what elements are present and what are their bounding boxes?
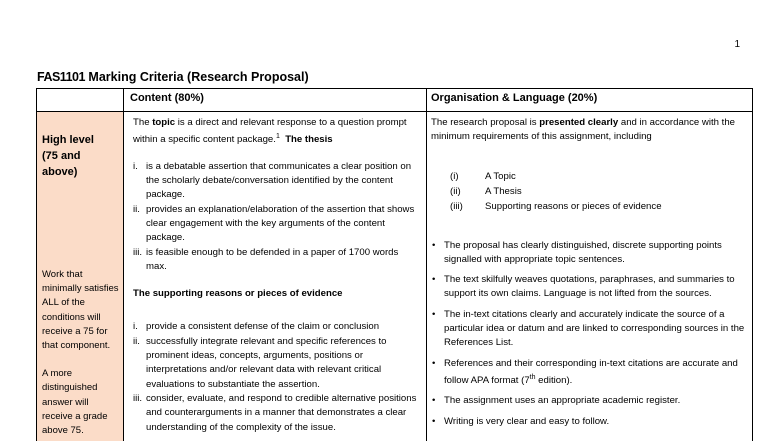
level-column <box>37 112 123 441</box>
course-code: FAS1101 <box>37 70 85 84</box>
list-item: • References and their corresponding in-text citations are accurate and follow APA format (7th edition). <box>431 357 746 389</box>
organisation-intro: The research proposal is presented clearly and in accordance with the minimum requirements of this assignment, including <box>431 117 735 143</box>
list-item: iii. is feasible enough to be defended in a paper of 1700 words max. <box>133 246 399 272</box>
requirements-list <box>450 169 746 214</box>
level-note: Work that minimally satisfies ALL of the conditions will receive a 75 for that component. <box>42 269 119 352</box>
document-title <box>37 70 309 84</box>
marking-criteria-table <box>36 88 753 441</box>
table-header-row <box>37 89 752 112</box>
list-item: i. is a debatable assertion that communicates a clear position on the scholarly debate/conversation identified by the content package. <box>133 160 412 201</box>
content-header: Content (80%) <box>130 92 204 104</box>
list-item: (ii) A Thesis <box>450 185 522 197</box>
support-list <box>133 320 420 434</box>
organisation-header: Organisation & Language (20%) <box>431 92 598 104</box>
list-item: iii. consider, evaluate, and respond to credible alternative positions and counterarguments in a manner that demonstrates a clear understanding of the complexity of the issue. <box>133 392 417 433</box>
list-item: i. provide a consistent defense of the claim or conclusion <box>133 321 380 333</box>
list-item: • The proposal has clearly distinguished, discrete supporting points signalled with appropriate topic sentences. <box>431 239 746 268</box>
page-number: 1 <box>734 39 740 50</box>
title-text: Marking Criteria (Research Proposal) <box>88 70 309 84</box>
organisation-criteria <box>427 112 752 441</box>
list-item: • Writing is very clear and easy to follow. <box>431 415 746 429</box>
list-item: (iii) Supporting reasons or pieces of evidence <box>450 200 662 212</box>
organisation-bullets <box>431 239 746 429</box>
support-heading: The supporting reasons or pieces of evidence <box>133 288 343 300</box>
list-item: • The assignment uses an appropriate academic register. <box>431 394 746 408</box>
list-item: • The in-text citations clearly and accurately indicate the source of a particular idea or datum and are linked to corresponding sources in the References List. <box>431 308 746 351</box>
list-item: ii. provides an explanation/elaboration of the assertion that shows clear engagement with the key arguments of the content package. <box>133 203 415 244</box>
thesis-list <box>133 160 420 274</box>
level-note: A more distinguished answer will receive a grade above 75. <box>42 368 108 437</box>
footnote-marker: 1 <box>275 133 280 141</box>
content-criteria <box>124 112 426 441</box>
list-item: (i) A Topic <box>450 170 516 182</box>
level-notes <box>42 268 119 438</box>
list-item: ii. successfully integrate relevant and specific references to prominent ideas, concepts, arguments, positions or interpretations and/or relevant data with relevant critical evaluations to substantiate the assertion. <box>133 335 387 390</box>
level-title: High level (75 and above) <box>42 134 94 178</box>
list-item: • The text skilfully weaves quotations, paraphrases, and summaries to support its own claims. Language is not lifted from the sources. <box>431 273 746 302</box>
content-intro: The topic is a direct and relevant response to a question prompt within a specific content package.$^1$ The thesis <box>133 117 407 146</box>
